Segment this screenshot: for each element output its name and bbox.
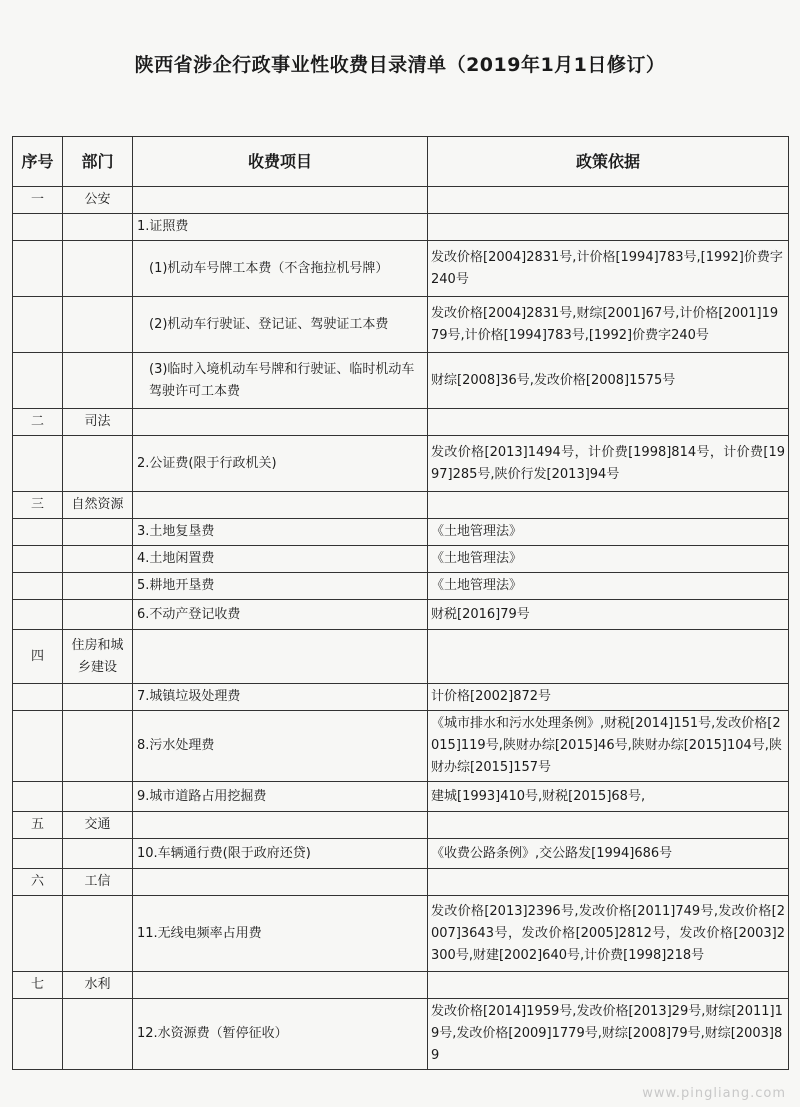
basis-cell: 《土地管理法》 — [428, 546, 789, 573]
dept-cell: 住房和城乡建设 — [63, 630, 133, 684]
seq-cell — [13, 711, 63, 782]
item-cell: 5.耕地开垦费 — [133, 573, 428, 600]
dept-cell — [63, 711, 133, 782]
item-cell: (2)机动车行驶证、登记证、驾驶证工本费 — [133, 297, 428, 353]
dept-cell: 自然资源 — [63, 492, 133, 519]
seq-cell — [13, 839, 63, 869]
dept-cell — [63, 600, 133, 630]
fee-row — [13, 839, 789, 869]
header-basis: 政策依据 — [428, 137, 789, 187]
seq-cell: 五 — [13, 812, 63, 839]
item-cell: 8.污水处理费 — [133, 711, 428, 782]
dept-cell: 交通 — [63, 812, 133, 839]
fee-row — [13, 782, 789, 812]
seq-cell — [13, 546, 63, 573]
basis-cell — [428, 869, 789, 896]
dept-cell — [63, 214, 133, 241]
fee-row — [13, 684, 789, 711]
dept-cell — [63, 436, 133, 492]
seq-cell — [13, 519, 63, 546]
seq-cell: 七 — [13, 972, 63, 999]
dept-cell — [63, 546, 133, 573]
department-row — [13, 812, 789, 839]
basis-cell: 计价格[2002]872号 — [428, 684, 789, 711]
fee-row — [13, 297, 789, 353]
fee-row — [13, 214, 789, 241]
fee-row — [13, 241, 789, 297]
dept-cell: 水利 — [63, 972, 133, 999]
dept-cell: 公安 — [63, 187, 133, 214]
basis-cell: 发改价格[2013]2396号,发改价格[2011]749号,发改价格[2007]3643号，发改价格[2005]2812号，发改价格[2003]2300号,财建[2002]640号,计价费[1998]218号 — [428, 896, 789, 972]
item-cell — [133, 187, 428, 214]
seq-cell — [13, 436, 63, 492]
seq-cell — [13, 297, 63, 353]
seq-cell — [13, 782, 63, 812]
fee-row — [13, 436, 789, 492]
fee-row — [13, 711, 789, 782]
fee-row — [13, 573, 789, 600]
department-row — [13, 869, 789, 896]
seq-cell: 二 — [13, 409, 63, 436]
department-row — [13, 630, 789, 684]
dept-cell — [63, 353, 133, 409]
seq-cell — [13, 684, 63, 711]
dept-cell — [63, 519, 133, 546]
seq-cell — [13, 600, 63, 630]
dept-cell — [63, 684, 133, 711]
basis-cell: 《城市排水和污水处理条例》,财税[2014]151号,发改价格[2015]119号,陕财办综[2015]46号,陕财办综[2015]104号,陕财办综[2015]157号 — [428, 711, 789, 782]
item-cell: 10.车辆通行费(限于政府还贷) — [133, 839, 428, 869]
item-cell — [133, 630, 428, 684]
item-cell — [133, 972, 428, 999]
basis-cell: 发改价格[2013]1494号，计价费[1998]814号，计价费[1997]285号,陕价行发[2013]94号 — [428, 436, 789, 492]
header-seq: 序号 — [13, 137, 63, 187]
seq-cell — [13, 241, 63, 297]
header-item: 收费项目 — [133, 137, 428, 187]
basis-cell: 《收费公路条例》,交公路发[1994]686号 — [428, 839, 789, 869]
table-header-row — [13, 137, 789, 187]
page-title: 陕西省涉企行政事业性收费目录清单（2019年1月1日修订） — [134, 54, 666, 76]
fee-row — [13, 896, 789, 972]
basis-cell: 发改价格[2004]2831号,财综[2001]67号,计价格[2001]1979号,计价格[1994]783号,[1992]价费字240号 — [428, 297, 789, 353]
basis-cell — [428, 812, 789, 839]
seq-cell: 四 — [13, 630, 63, 684]
item-cell: 4.土地闲置费 — [133, 546, 428, 573]
item-cell: (3)临时入境机动车号牌和行驶证、临时机动车驾驶许可工本费 — [133, 353, 428, 409]
dept-cell — [63, 782, 133, 812]
department-row — [13, 187, 789, 214]
seq-cell: 六 — [13, 869, 63, 896]
fee-row — [13, 519, 789, 546]
item-cell: 6.不动产登记收费 — [133, 600, 428, 630]
dept-cell — [63, 896, 133, 972]
dept-cell: 司法 — [63, 409, 133, 436]
watermark: www.pingliang.com — [642, 1086, 786, 1101]
basis-cell — [428, 409, 789, 436]
item-cell: 2.公证费(限于行政机关) — [133, 436, 428, 492]
item-cell: 12.水资源费（暂停征收） — [133, 999, 428, 1070]
fee-catalog-table — [12, 136, 789, 1070]
item-cell: 1.证照费 — [133, 214, 428, 241]
seq-cell — [13, 573, 63, 600]
item-cell — [133, 869, 428, 896]
item-cell — [133, 812, 428, 839]
department-row — [13, 972, 789, 999]
seq-cell — [13, 999, 63, 1070]
basis-cell — [428, 630, 789, 684]
item-cell: 3.土地复垦费 — [133, 519, 428, 546]
fee-row — [13, 546, 789, 573]
basis-cell — [428, 187, 789, 214]
item-cell — [133, 409, 428, 436]
item-cell: (1)机动车号牌工本费（不含拖拉机号牌） — [133, 241, 428, 297]
seq-cell — [13, 896, 63, 972]
item-cell: 11.无线电频率占用费 — [133, 896, 428, 972]
basis-cell — [428, 972, 789, 999]
basis-cell: 《土地管理法》 — [428, 519, 789, 546]
seq-cell: 三 — [13, 492, 63, 519]
fee-row — [13, 353, 789, 409]
seq-cell — [13, 214, 63, 241]
basis-cell: 发改价格[2004]2831号,计价格[1994]783号,[1992]价费字240号 — [428, 241, 789, 297]
item-cell — [133, 492, 428, 519]
seq-cell — [13, 353, 63, 409]
department-row — [13, 492, 789, 519]
dept-cell — [63, 573, 133, 600]
item-cell: 9.城市道路占用挖掘费 — [133, 782, 428, 812]
header-dept: 部门 — [63, 137, 133, 187]
fee-row — [13, 999, 789, 1070]
basis-cell: 《土地管理法》 — [428, 573, 789, 600]
seq-cell: 一 — [13, 187, 63, 214]
basis-cell: 财税[2016]79号 — [428, 600, 789, 630]
basis-cell — [428, 492, 789, 519]
department-row — [13, 409, 789, 436]
basis-cell — [428, 214, 789, 241]
item-cell: 7.城镇垃圾处理费 — [133, 684, 428, 711]
fee-row — [13, 600, 789, 630]
basis-cell: 建城[1993]410号,财税[2015]68号, — [428, 782, 789, 812]
dept-cell — [63, 297, 133, 353]
basis-cell: 财综[2008]36号,发改价格[2008]1575号 — [428, 353, 789, 409]
basis-cell: 发改价格[2014]1959号,发改价格[2013]29号,财综[2011]19号,发改价格[2009]1779号,财综[2008]79号,财综[2003]89 — [428, 999, 789, 1070]
dept-cell — [63, 241, 133, 297]
dept-cell — [63, 999, 133, 1070]
dept-cell — [63, 839, 133, 869]
dept-cell: 工信 — [63, 869, 133, 896]
